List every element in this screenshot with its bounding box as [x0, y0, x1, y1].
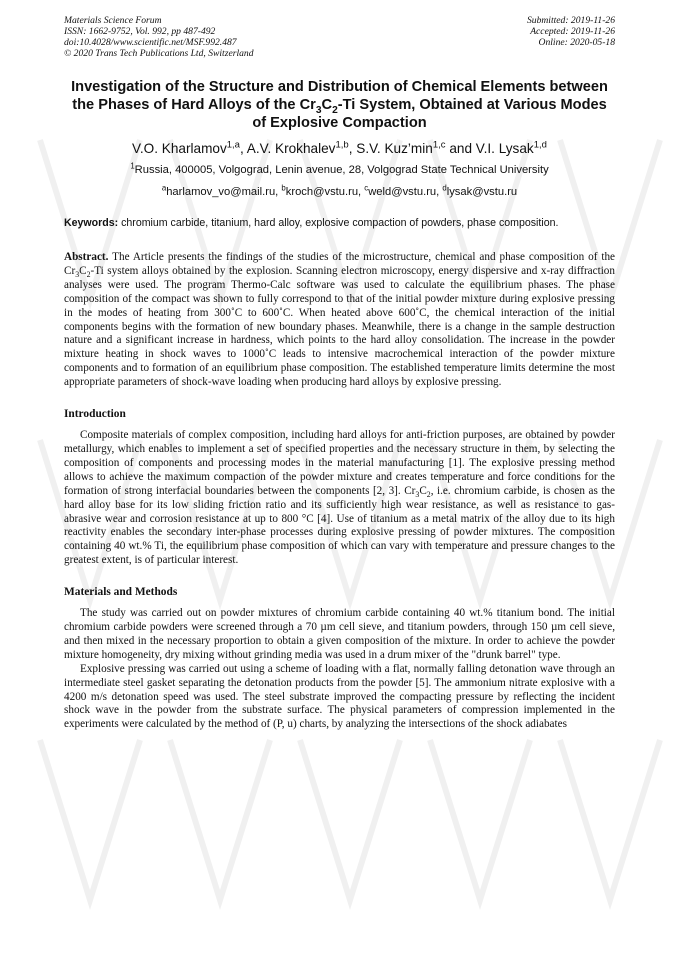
copyright-line: © 2020 Trans Tech Publications Ltd, Switzerland [64, 48, 254, 59]
author-separator: , [348, 141, 357, 156]
title-subscript: 2 [332, 104, 338, 116]
author-affiliation-mark: 1,d [533, 139, 547, 151]
author-separator: , [239, 141, 247, 156]
keywords [64, 217, 615, 230]
abstract-text: The Article presents the findings of the studies of the microstructure, chemical and phase composition of the Cr [64, 251, 615, 277]
introduction-heading: Introduction [64, 408, 126, 421]
paper-title [64, 78, 615, 132]
paragraph-subscript: 3 [415, 489, 420, 499]
keywords-text: chromium carbide, titanium, hard alloy, explosive compaction of powders, phase composition. [118, 217, 559, 229]
doi-line: doi:10.4028/www.scientific.net/MSF.992.487 [64, 37, 237, 48]
methods-heading: Materials and Methods [64, 586, 178, 599]
title-subscript: 3 [315, 104, 322, 116]
accepted-date: Accepted: 2019-11-26 [530, 26, 615, 37]
email-address: harlamov_vo@mail.ru, [166, 186, 282, 198]
author-affiliation-mark: 1,a [226, 139, 240, 151]
email-mark: b [281, 183, 286, 193]
author-separator: and [445, 141, 476, 156]
issn-line: ISSN: 1662-9752, Vol. 992, pp 487-492 [64, 26, 216, 37]
abstract-subscript: 3 [75, 270, 80, 280]
paper-page [64, 15, 615, 732]
email-address: lysak@vstu.ru [446, 186, 518, 198]
title-text: Investigation of the Structure and Distribution of Chemical Elements between the Phases of Hard Alloys of the Cr [71, 79, 608, 113]
abstract [64, 251, 615, 390]
journal-name: Materials Science Forum [64, 15, 162, 26]
email-mark: a [161, 183, 167, 193]
abstract-label: Abstract. [64, 251, 109, 263]
title-text: C [321, 97, 333, 113]
paragraph-text: C [419, 484, 427, 497]
abstract-text: C [79, 264, 87, 277]
email-mark: d [442, 183, 447, 193]
affiliation [64, 163, 615, 177]
paragraph-text: , i.e. chromium carbide, is chosen as the hard alloy base for its low sliding friction ratio and its sufficiently high wear resistance, as well as resistance to gas-abrasive wear and corrosion resistance at up to 800 °C [4]. Use of titanium as a metal matrix of the alloy due to its high reactivity enables the secondary inter-phase processes during explosive pressing of powder mixtures. The composition containing 40 wt.% Ti, the equilibrium phase composition of which can vary with temperature and pressure changes to the greatest extent, is of particular interest. [64, 484, 615, 567]
email-mark: c [364, 183, 369, 193]
affiliation-text: Russia, 400005, Volgograd, Lenin avenue, 28, Volgograd State Technical University [134, 164, 549, 176]
email-list [64, 185, 615, 199]
online-date: Online: 2020-05-18 [538, 37, 615, 48]
submitted-date: Submitted: 2019-11-26 [526, 15, 615, 26]
journal-info [64, 15, 254, 59]
paragraph-subscript: 2 [426, 489, 431, 499]
author-name: S.V. Kuz’min [356, 141, 433, 156]
methods-paragraph-2: Explosive pressing was carried out using a scheme of loading with a flat, normally falling detonation wave through an intermediate steel gasket separating the detonation products from the powder [5]. The ammonium nitrate explosive with a 4200 m/s detonation speed was used. The steel substrate improved the compacting pressure by reflecting the incident shock wave in the powder from the substrate surface. The physical parameters of compression implemented in the experiments were calculated by the method of (P, u) charts, by analyzing the intersections of the shock adiabates [64, 662, 615, 731]
affiliation-mark: 1 [130, 161, 135, 171]
abstract-text: -Ti system alloys obtained by the explosion. Scanning electron microscopy, energy dispersive and x-ray diffraction analyses were used. The program Thermo-Calc software was used to calculate the equilibrium phases. The phase composition of the compact was shown to fully correspond to that of the initial powder mixture during explosive pressing in the modes of heating from 300˚C to 600˚C. When heated above 600˚C, the chemical interaction of the initial components begins with the formation of new boundary phases. Meanwhile, there is a change in the sample destruction nature and a significant increase in hardness, which points to the hard alloy consolidation. The increase in the powder mixture heating in shock waves to 1000˚C leads to intensive macrochemical interaction of the powder mixture components and to formation of an equilibrium phase composition. The established temperature limits determine the most appropriate parameters of shock-wave loading when producing hard alloys by explosive pressing. [64, 264, 615, 389]
author-list [64, 140, 615, 157]
author-affiliation-mark: 1,c [432, 139, 446, 151]
methods-paragraph-1: The study was carried out on powder mixtures of chromium carbide containing 40 wt.% titanium bond. The initial chromium carbide powders were screened through a 70 µm cell sieve, and titanium powders, through 150 µm cell sieve, and then mixed in the necessary proportion to obtain a given composition of the mixture. In order to achieve the powder mixture homogeneity, dry mixing without grinding media was used in a drum mixer of the "drunk barrel" type. [64, 607, 615, 661]
author-name: V.I. Lysak [475, 141, 534, 156]
email-address: kroch@vstu.ru, [285, 186, 365, 198]
abstract-subscript: 2 [86, 270, 91, 280]
introduction-paragraph [64, 429, 615, 568]
author-name: A.V. Krokhalev [246, 141, 336, 156]
dates-info [527, 15, 615, 59]
paragraph-text: Composite materials of complex composition, including hard alloys for anti-friction purposes, are obtained by powder metallurgy, which enables to implement a set of specified properties and the necessary structure in them, by selecting the composition of components and processing modes in the material manufacturing [1]. The explosive pressing method allows to achieve the maximum compaction of the powder mixture and creates temperature and force conditions for the formation of strong interfacial boundaries between the components [2, 3]. Cr [64, 429, 615, 497]
keywords-label: Keywords: [64, 217, 119, 229]
title-text: -Ti System, Obtained at Various Modes of Explosive Compaction [252, 97, 607, 131]
author-name: V.O. Kharlamov [132, 141, 227, 156]
email-address: weld@vstu.ru, [368, 186, 443, 198]
author-affiliation-mark: 1,b [335, 139, 349, 151]
publication-header [64, 15, 615, 59]
